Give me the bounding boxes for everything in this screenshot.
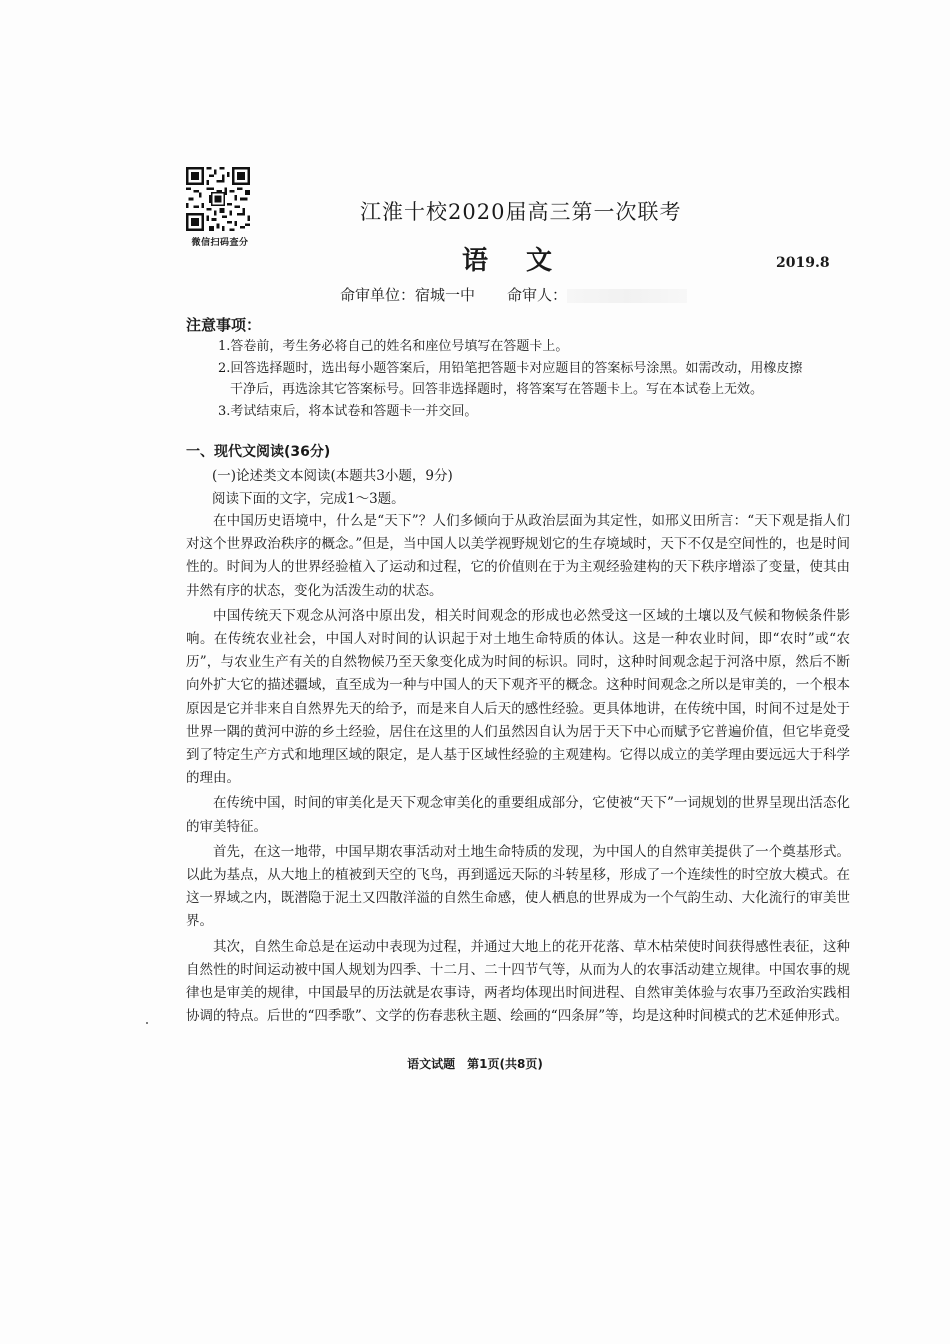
qr-caption: 微信扫码查分 bbox=[191, 238, 249, 248]
notice-item-continued: 干净后，再选涂其它答案标号。回答非选择题时，将答案写在答题卡上。写在本试卷上无效。 bbox=[230, 382, 764, 397]
notice-item: 3.考试结束后，将本试卷和答题卡一并交回。 bbox=[218, 403, 478, 419]
notice-item: 2.回答选择题时，选出每小题答案后，用铅笔把答题卡对应题目的答案标号涂黑。如需改动，用橡皮擦 bbox=[218, 360, 803, 376]
exam-title: 江淮十校2020届高三第一次联考 bbox=[360, 200, 682, 224]
unit-label: 命审单位：宿城一中 bbox=[340, 286, 476, 304]
reading-instruction: 阅读下面的文字，完成1～3题。 bbox=[212, 491, 405, 507]
section-heading: 一、现代文阅读(36分) bbox=[186, 444, 331, 460]
reviewer-label: 命审人： bbox=[507, 286, 568, 304]
passage-paragraph: 其次，自然生命总是在运动中表现为过程，并通过大地上的花开花落、草木枯荣使时间获得感性表征，这种自然性的时间运动被中国人规划为四季、十二月、二十四节气等，从而为人的农事活动建立规律。中国农事的规律也是审美的规律，中国最早的历法就是农事诗，两者均体现出时间进程、自然审美体验与农事乃至政治实践相协调的特点。后世的“四季歌”、文学的伤春悲秋主题、绘画的“四条屏”等，均是这种时间模式的艺术延伸形式。 bbox=[186, 938, 850, 1025]
notice-heading: 注意事项： bbox=[186, 316, 262, 334]
notice-item: 1.答卷前，考生务必将自己的姓名和座位号填写在答题卡上。 bbox=[218, 339, 569, 354]
passage-paragraph: 中国传统天下观念从河洛中原出发，相关时间观念的形成也必然受这一区域的土壤以及气候和物候条件影响。在传统农业社会，中国人对时间的认识起于对土地生命特质的体认。这是一种农业时间，即“农时”或“农历”，与农业生产有关的自然物候乃至天象变化成为时间的标识。同时，这种时间观念起于河洛中原，然后不断向外扩大它的描述疆域，直至成为一种与中国人的天下观齐平的概念。这种时间观念之所以是审美的，一个根本原因是它并非来自自然界先天的给予，而是来自人后天的感性经验。更具体地讲，在传统中国，时间不过是处于世界一隅的黄河中游的乡土经验，居住在这里的人们虽然因自认为居于天下中心而赋予它普遍价值，但它毕竟受到了特定生产方式和地理区域的限定，是人基于区域性经验的主观建构。它得以成立的美学理由要远远大于科学的理由。 bbox=[186, 607, 850, 787]
scan-speck bbox=[146, 1022, 148, 1024]
passage-paragraph: 在传统中国，时间的审美化是天下观念审美化的重要组成部分，它使被“天下”一词规划的世界呈现出活态化的审美特征。 bbox=[186, 795, 850, 835]
reading-passage bbox=[186, 510, 850, 1028]
author-line bbox=[340, 284, 687, 305]
passage-paragraph: 首先，在这一地带，中国早期农事活动对土地生命特质的发现，为中国人的自然审美提供了一个奠基形式。以此为基点，从大地上的植被到天空的飞鸟，再到遥远天际的斗转星移，形成了一个连续性的时空放大模式。在这一界域之内，既潜隐于泥土又四散洋溢的自然生命感，使人栖息的世界成为一个气韵生动、大化流行的审美世界。 bbox=[186, 843, 850, 930]
page-footer: 语文试题 第1页(共8页) bbox=[407, 1057, 543, 1071]
qr-code-icon bbox=[186, 167, 250, 231]
passage-paragraph: 在中国历史语境中，什么是“天下”？人们多倾向于从政治层面为其定性，如邢义田所言：“天下观是指人们对这个世界政治秩序的概念。”但是，当中国人以美学视野规划它的生存境域时，天下不仅是空间性的，也是时间性的。时间为人的世界经验植入了运动和过程，它的价值则在于为主观经验建构的天下秩序增添了变量，使其由井然有序的状态，变化为活泼生动的状态。 bbox=[186, 513, 850, 599]
redacted-name bbox=[567, 289, 687, 303]
notice-list bbox=[218, 336, 838, 422]
subject-title: 语文 bbox=[462, 246, 591, 276]
subsection-heading: (一)论述类文本阅读(本题共3小题，9分) bbox=[212, 468, 453, 484]
exam-date: 2019.8 bbox=[776, 255, 830, 271]
